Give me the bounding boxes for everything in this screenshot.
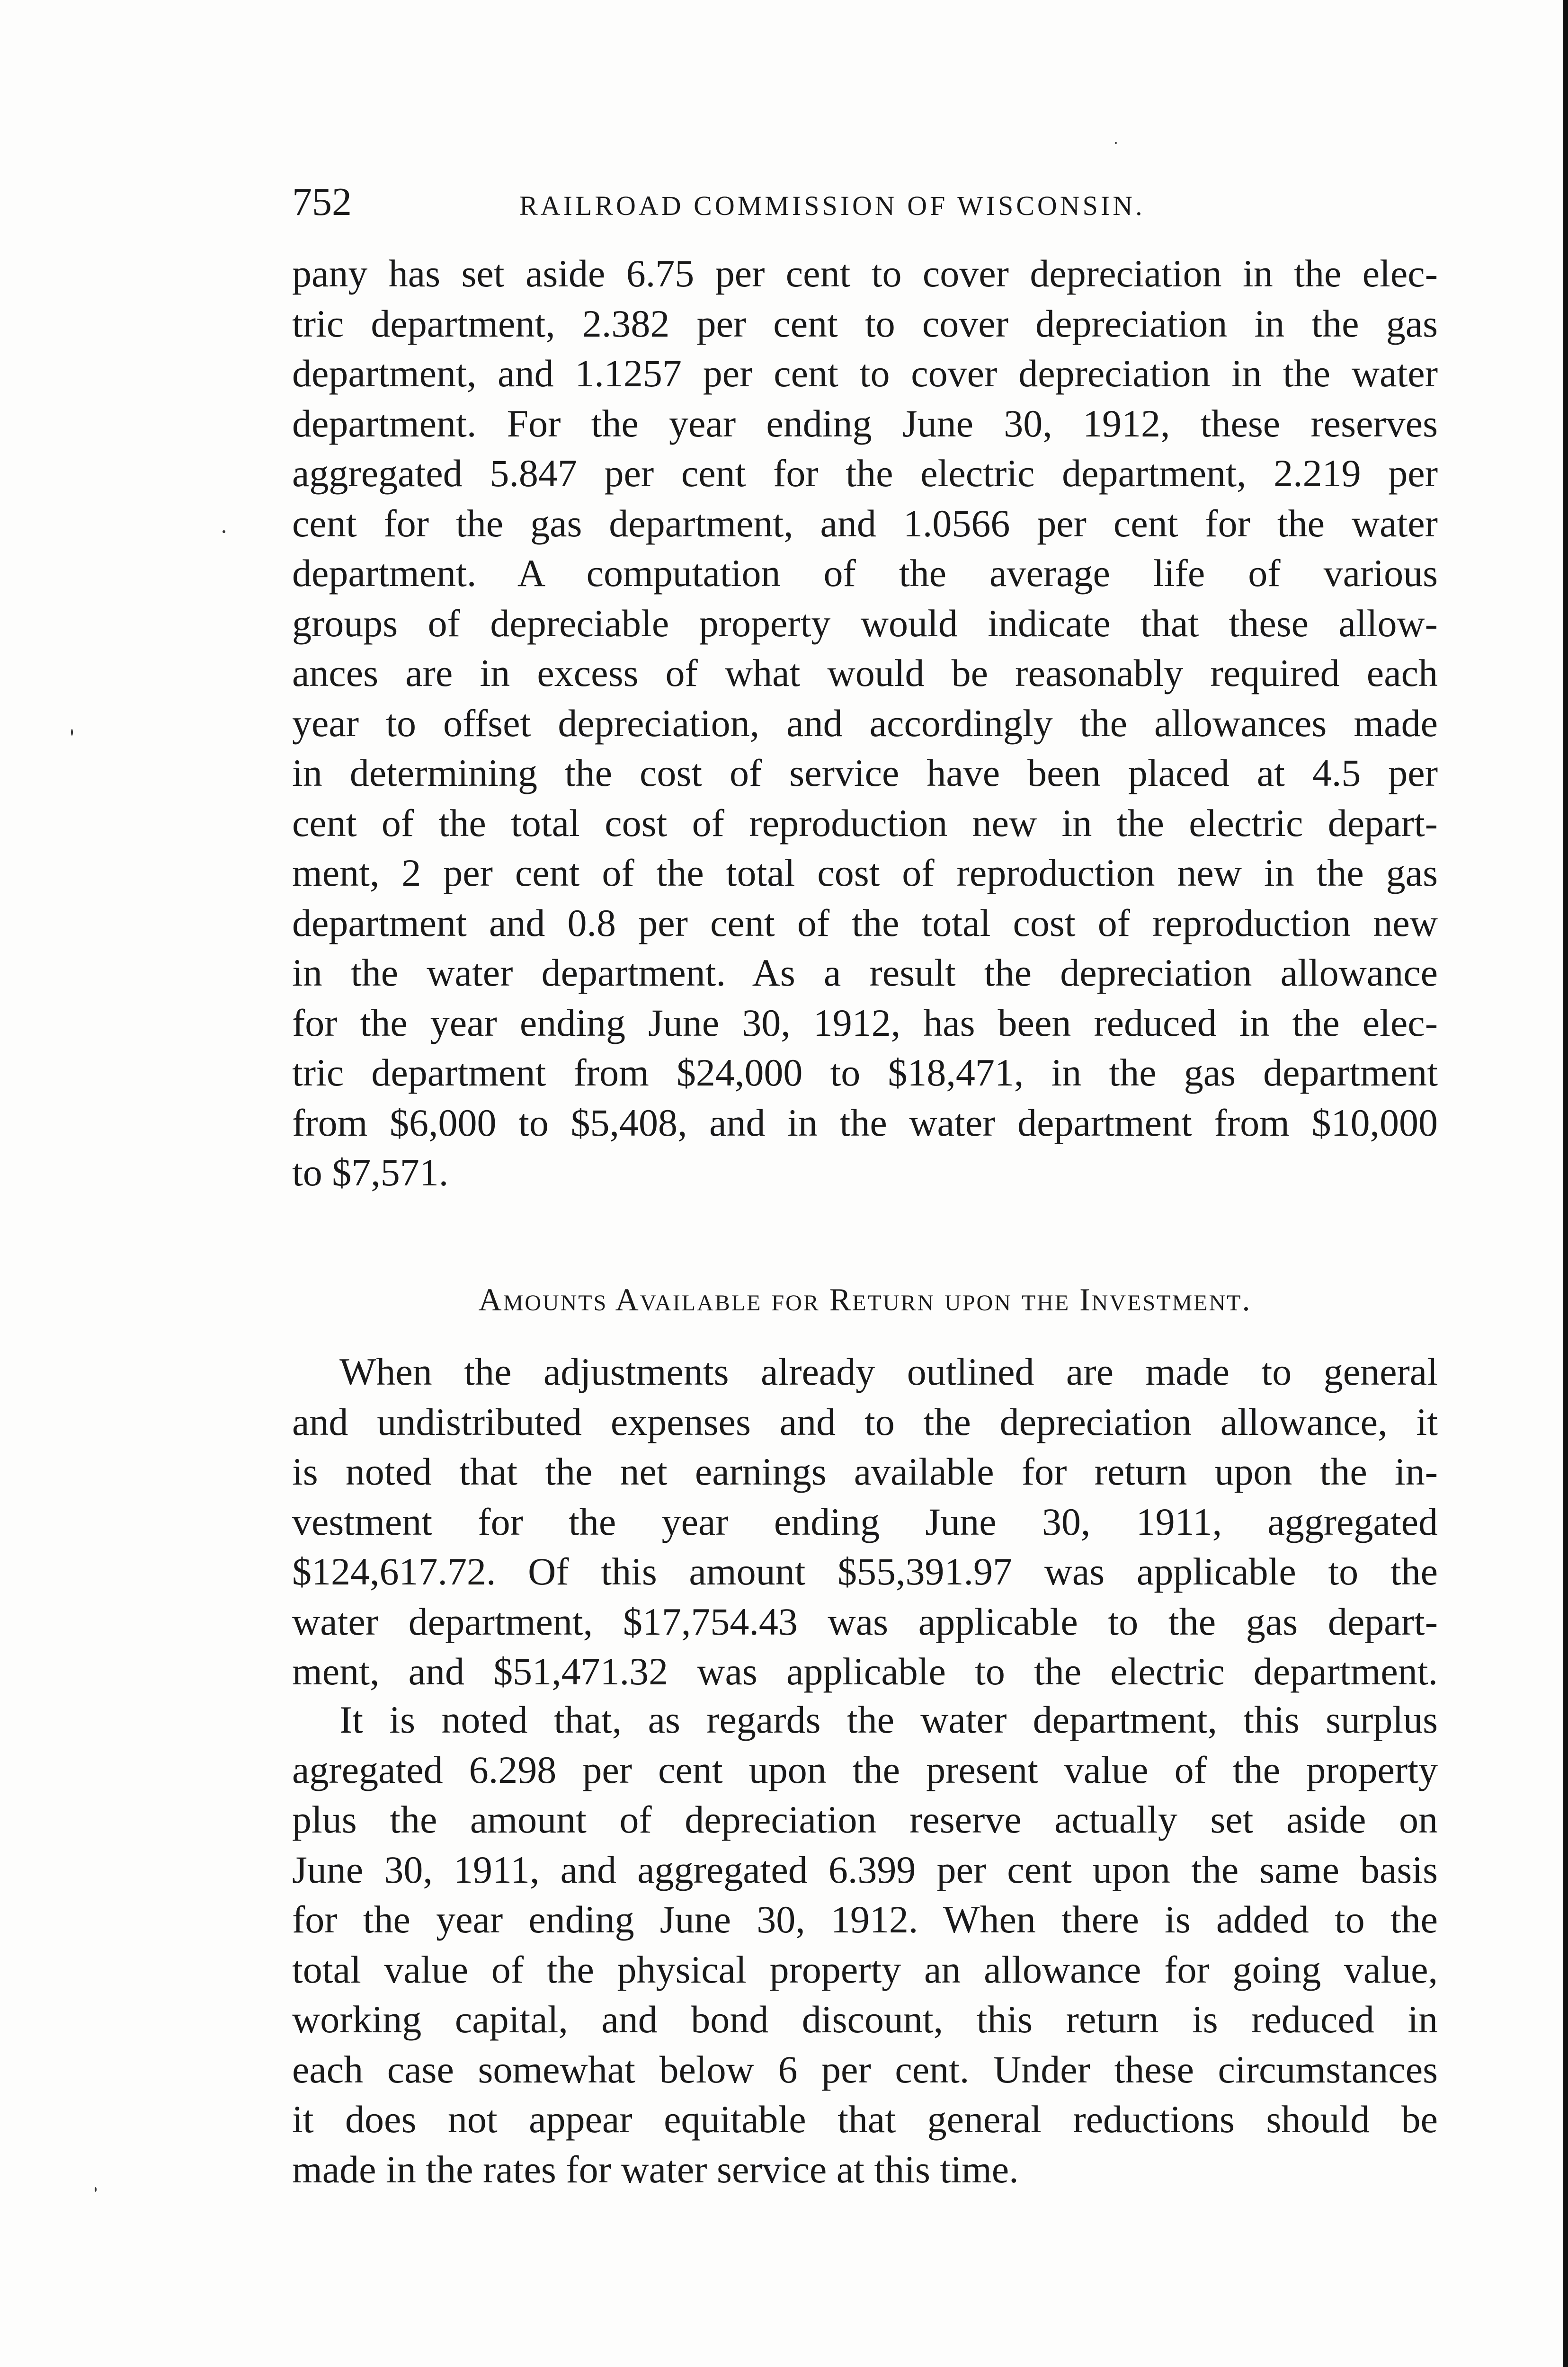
paragraph-net-earnings: [292, 1347, 1438, 1697]
page-number: 752: [292, 180, 352, 224]
scan-speck: [95, 2187, 97, 2192]
text-line: each case somewhat below 6 per cent. Under these circumstances: [292, 2047, 1438, 2091]
text-line: cent of the total cost of reproduction new in the electric depart-: [292, 801, 1438, 845]
scan-speck: [223, 530, 225, 533]
page-header: [292, 176, 1438, 228]
text-line: made in the rates for water service at this time.: [292, 2147, 1019, 2191]
text-line: for the year ending June 30, 1912, has been reduced in the elec-: [292, 1001, 1438, 1044]
text-line: total value of the physical property an allowance for going value,: [292, 1948, 1438, 1991]
text-line: ances are in excess of what would be reasonably required each: [292, 651, 1438, 694]
text-line: aggregated 5.847 per cent for the electric department, 2.219 per: [292, 452, 1438, 495]
text-line: for the year ending June 30, 1912. When there is added to the: [292, 1898, 1438, 1941]
text-line: department. For the year ending June 30, 1912, these reserves: [292, 401, 1438, 445]
text-line: plus the amount of depreciation reserve actually set aside on: [292, 1798, 1438, 1841]
text-line: vestment for the year ending June 30, 1911, aggregated: [292, 1500, 1438, 1543]
text-line: from $6,000 to $5,408, and in the water department from $10,000: [292, 1101, 1438, 1144]
text-line: is noted that the net earnings available for return upon the in-: [292, 1450, 1438, 1493]
scan-speck: [1115, 142, 1117, 144]
text-line: June 30, 1911, and aggregated 6.399 per cent upon the same basis: [292, 1848, 1438, 1891]
text-line: and undistributed expenses and to the depreciation allowance, it: [292, 1400, 1438, 1443]
text-line: to $7,571.: [292, 1151, 449, 1194]
text-line: department, and 1.1257 per cent to cover depreciation in the water: [292, 352, 1438, 395]
text-line: $124,617.72. Of this amount $55,391.97 was applicable to the: [292, 1550, 1438, 1593]
text-line: it does not appear equitable that general reductions should be: [292, 2098, 1438, 2141]
text-line: year to offset depreciation, and accordingly the allowances made: [292, 701, 1438, 745]
text-line: agregated 6.298 per cent upon the present value of the property: [292, 1748, 1438, 1791]
text-line: groups of depreciable property would indicate that these allow-: [292, 601, 1438, 645]
text-line: department. A computation of the average life of various: [292, 552, 1438, 595]
text-line: cent for the gas department, and 1.0566 per cent for the water: [292, 501, 1438, 545]
text-line: in determining the cost of service have been placed at 4.5 per: [292, 751, 1438, 794]
text-line: water department, $17,754.43 was applicable to the gas depart-: [292, 1600, 1438, 1643]
running-head: RAILROAD COMMISSION OF WISCONSIN.: [519, 190, 1145, 221]
text-line: pany has set aside 6.75 per cent to cover depreciation in the elec-: [292, 252, 1438, 295]
section-heading: Amounts Available for Return upon the Investment.: [478, 1281, 1252, 1317]
text-line: ment, 2 per cent of the total cost of reproduction new in the gas: [292, 851, 1438, 894]
text-line: tric department, 2.382 per cent to cover depreciation in the gas: [292, 302, 1438, 345]
text-line: It is noted that, as regards the water department, this surplus: [339, 1698, 1438, 1741]
scan-speck: [71, 729, 73, 736]
text-line: tric department from $24,000 to $18,471, in the gas department: [292, 1051, 1438, 1094]
text-line: in the water department. As a result the depreciation allowance: [292, 951, 1438, 994]
text-line: When the adjustments already outlined are made to general: [339, 1350, 1438, 1393]
text-line: ment, and $51,471.32 was applicable to the electric department.: [292, 1650, 1438, 1693]
paragraph-water-department: [292, 1695, 1438, 2194]
text-line: working capital, and bond discount, this return is reduced in: [292, 1998, 1438, 2041]
text-line: department and 0.8 per cent of the total cost of reproduction new: [292, 901, 1438, 944]
paragraph-depreciation: [292, 249, 1438, 1198]
